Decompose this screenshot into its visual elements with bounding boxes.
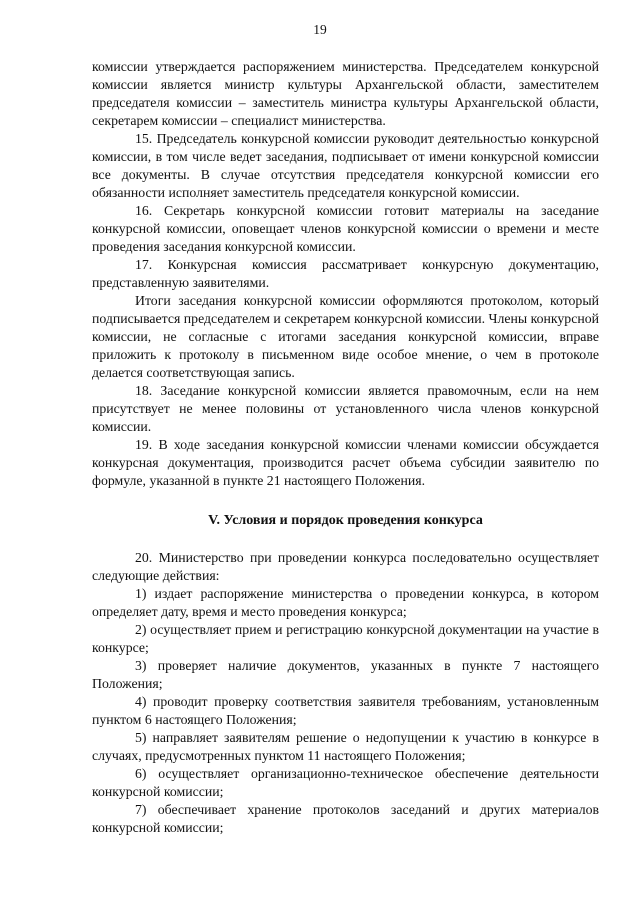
list-item-3: 3) проверяет наличие документов, указанных в пункте 7 настоящего Положения; [92,658,599,691]
list-item-1: 1) издает распоряжение министерства о проведении конкурса, в котором определяет дату, время и место проведения конкурса; [92,586,599,619]
paragraphs-bottom [92,549,599,837]
paragraph-20: 20. Министерство при проведении конкурса последовательно осуществляет следующие действия: [92,550,599,583]
paragraph-continuation: комиссии утверждается распоряжением министерства. Председателем конкурсной комиссии является министр культуры Архангельской области, заместителем председателя комиссии – заместитель министра культуры Архангельской области, секретарем комиссии – специалист министерства. [92,59,599,128]
document-body [92,58,599,837]
section-heading: V. Условия и порядок проведения конкурса [208,513,483,528]
list-item-7: 7) обеспечивает хранение протоколов заседаний и других материалов конкурсной комиссии; [92,802,599,835]
paragraph-19: 19. В ходе заседания конкурсной комиссии членами комиссии обсуждается конкурсная документация, производится расчет объема субсидии заявителю по формуле, указанной в пункте 21 настоящего Положения. [92,437,599,488]
list-item-5: 5) направляет заявителям решение о недопущении к участию в конкурсе в случаях, предусмотренных пунктом 11 настоящего Положения; [92,730,599,763]
paragraph-15: 15. Председатель конкурсной комиссии руководит деятельностью конкурсной комиссии, в том числе ведет заседания, подписывает от имени конкурсной комиссии все документы. В случае отсутствия председателя конкурсной комиссии его обязанности исполняет заместитель председателя конкурсной комиссии. [92,131,599,200]
paragraph-16: 16. Секретарь конкурсной комиссии готовит материалы на заседание конкурсной комиссии, оповещает членов конкурсной комиссии о времени и месте проведения заседания конкурсной комиссии. [92,203,599,254]
page-number: 19 [313,22,327,37]
list-item-2: 2) осуществляет прием и регистрацию конкурсной документации на участие в конкурсе; [92,622,599,655]
paragraph-17-results: Итоги заседания конкурсной комиссии оформляются протоколом, который подписывается председателем и секретарем конкурсной комиссии. Члены конкурсной комиссии, не согласные с итогами заседания конкурсной комиссии, вправе приложить к протоколу в письменном виде особое мнение, о чем в протоколе делается соответствующая запись. [92,293,599,380]
paragraphs-top [92,58,599,490]
list-item-6: 6) осуществляет организационно-техническое обеспечение деятельности конкурсной комиссии; [92,766,599,799]
paragraph-17: 17. Конкурсная комиссия рассматривает конкурсную документацию, представленную заявителями. [92,257,599,290]
list-item-4: 4) проводит проверку соответствия заявителя требованиям, установленным пунктом 6 настоящего Положения; [92,694,599,727]
paragraph-18: 18. Заседание конкурсной комиссии является правомочным, если на нем присутствует не менее половины от установленного числа членов конкурсной комиссии. [92,383,599,434]
